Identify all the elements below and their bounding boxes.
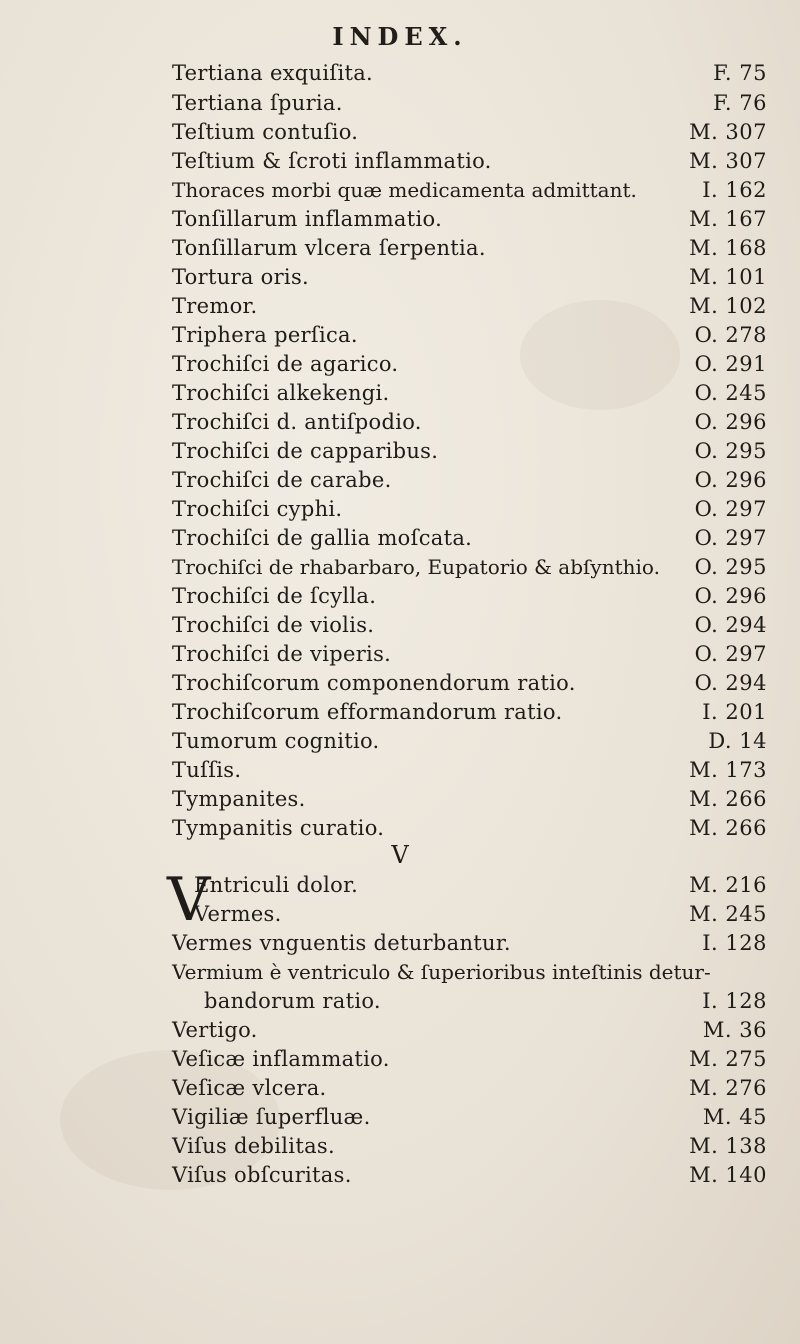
entry-term: Trochiſci de agarico. (172, 352, 399, 376)
entry-ref: M. 276 (689, 1076, 767, 1100)
entry-ref: M. 101 (689, 265, 767, 289)
index-entry (172, 58, 767, 88)
entry-term: Tremor. (172, 294, 258, 318)
entry-ref: I. 128 (702, 931, 767, 955)
entry-term: Trochiſci cyphi. (172, 497, 343, 521)
entry-term: Tonſillarum inflammatio. (172, 207, 443, 231)
entry-term: Trochiſci de violis. (172, 613, 375, 637)
index-entry (172, 1073, 767, 1103)
entry-term: Tympanitis curatio. (172, 816, 385, 840)
entry-ref: M. 245 (689, 902, 767, 926)
index-entry (172, 1160, 767, 1190)
index-entry (172, 378, 767, 408)
entry-term: Thoraces morbi quæ medicamenta admittant. (172, 178, 637, 202)
entry-ref: F. 75 (713, 61, 767, 85)
entry-ref: M. 168 (689, 236, 767, 260)
entry-term: Vertigo. (172, 1018, 258, 1042)
entry-term: Trochiſci de gallia moſcata. (172, 526, 473, 550)
entry-ref: F. 76 (713, 91, 767, 115)
entry-term: Tertiana exquiſita. (172, 61, 374, 85)
entry-ref: M. 266 (689, 816, 767, 840)
index-entry (172, 320, 767, 350)
entry-ref: M. 266 (689, 787, 767, 811)
entry-term: Entriculi dolor. (194, 873, 359, 897)
index-entry (172, 668, 767, 698)
index-entry (172, 262, 767, 292)
entry-term: bandorum ratio. (204, 989, 381, 1013)
index-entry (172, 407, 767, 437)
index-entry (172, 928, 767, 958)
index-entry (172, 349, 767, 379)
index-entry (172, 146, 767, 176)
entry-term: Trochiſcorum efformandorum ratio. (172, 700, 563, 724)
index-entry (172, 291, 767, 321)
entry-term: Tonſillarum vlcera ſerpentia. (172, 236, 486, 260)
entry-term: Trochiſci de capparibus. (172, 439, 439, 463)
index-entry (172, 784, 767, 814)
index-entry (172, 1015, 767, 1045)
entry-ref: O. 295 (694, 555, 767, 579)
running-head: INDEX. (332, 22, 468, 51)
entry-ref: O. 297 (694, 526, 767, 550)
entry-term: Vermium è ventriculo & ſuperioribus inteſtinis detur- (172, 960, 711, 984)
entry-ref: O. 291 (694, 352, 767, 376)
entry-term: Trochiſci de viperis. (172, 642, 392, 666)
entry-ref: M. 140 (689, 1163, 767, 1187)
entry-ref: O. 296 (694, 468, 767, 492)
entry-term: Tertiana ſpuria. (172, 91, 343, 115)
index-entry (172, 204, 767, 234)
entry-ref: O. 294 (694, 613, 767, 637)
index-entry (172, 1102, 767, 1132)
entry-ref: O. 297 (694, 642, 767, 666)
entry-term: Vermes. (194, 902, 282, 926)
entry-term: Veſicæ inflammatio. (172, 1047, 390, 1071)
entry-ref: O. 296 (694, 410, 767, 434)
entry-term: Trochiſcorum componendorum ratio. (172, 671, 576, 695)
index-entry (172, 117, 767, 147)
index-entry (172, 986, 767, 1016)
entry-ref: M. 138 (689, 1134, 767, 1158)
entry-ref: I. 201 (702, 700, 767, 724)
entry-ref: D. 14 (708, 729, 767, 753)
index-entry (172, 233, 767, 263)
entry-ref: O. 295 (694, 439, 767, 463)
entry-term: Trochiſci alkekengi. (172, 381, 390, 405)
index-entry (172, 175, 767, 205)
index-entry (172, 1131, 767, 1161)
index-entry (172, 465, 767, 495)
entry-ref: M. 275 (689, 1047, 767, 1071)
section-heading-v: V (391, 841, 409, 869)
entry-term: Trochiſci de ſcylla. (172, 584, 377, 608)
entry-term: Tuſſis. (172, 758, 242, 782)
entry-ref: O. 296 (694, 584, 767, 608)
entry-term: Trochiſci d. antiſpodio. (172, 410, 422, 434)
entry-term: Vermes vnguentis deturbantur. (172, 931, 511, 955)
index-entry (172, 436, 767, 466)
index-entry (172, 552, 767, 582)
index-entry (172, 523, 767, 553)
entry-term: Trochiſci de carabe. (172, 468, 392, 492)
entry-ref: O. 278 (694, 323, 767, 347)
entry-term: Teſtium & ſcroti inflammatio. (172, 149, 492, 173)
index-entry (172, 639, 767, 669)
entry-term: Tympanites. (172, 787, 306, 811)
index-entry (172, 494, 767, 524)
entry-ref: M. 216 (689, 873, 767, 897)
index-entry (172, 88, 767, 118)
index-entry (172, 957, 767, 987)
entry-ref: O. 245 (694, 381, 767, 405)
entry-ref: M. 307 (689, 120, 767, 144)
entry-ref: M. 102 (689, 294, 767, 318)
entry-ref: I. 162 (702, 178, 767, 202)
entry-ref: M. 173 (689, 758, 767, 782)
entry-term: Viſus debilitas. (172, 1134, 335, 1158)
entry-term: Tumorum cognitio. (172, 729, 380, 753)
index-entry (172, 813, 767, 843)
entry-term: Teſtium contuſio. (172, 120, 359, 144)
entry-ref: O. 294 (694, 671, 767, 695)
index-entry (172, 1044, 767, 1074)
entry-term: Veſicæ vlcera. (172, 1076, 327, 1100)
index-entry (172, 870, 767, 900)
entry-ref: M. 307 (689, 149, 767, 173)
index-entry (172, 610, 767, 640)
entry-ref: O. 297 (694, 497, 767, 521)
entry-term: Vigiliæ ſuperfluæ. (172, 1105, 371, 1129)
entry-term: Tortura oris. (172, 265, 310, 289)
entry-term: Viſus obſcuritas. (172, 1163, 352, 1187)
entry-ref: M. 167 (689, 207, 767, 231)
dropcap-letter: V (167, 865, 211, 935)
index-entry (172, 899, 767, 929)
index-entry (172, 581, 767, 611)
index-entry (172, 726, 767, 756)
entry-ref: M. 36 (702, 1018, 767, 1042)
entry-term: Trochiſci de rhabarbaro, Eupatorio & abſynthio. (172, 555, 660, 579)
entry-ref: M. 45 (702, 1105, 767, 1129)
index-entry (172, 755, 767, 785)
index-entry (172, 697, 767, 727)
entry-ref: I. 128 (702, 989, 767, 1013)
entry-term: Triphera perſica. (172, 323, 358, 347)
